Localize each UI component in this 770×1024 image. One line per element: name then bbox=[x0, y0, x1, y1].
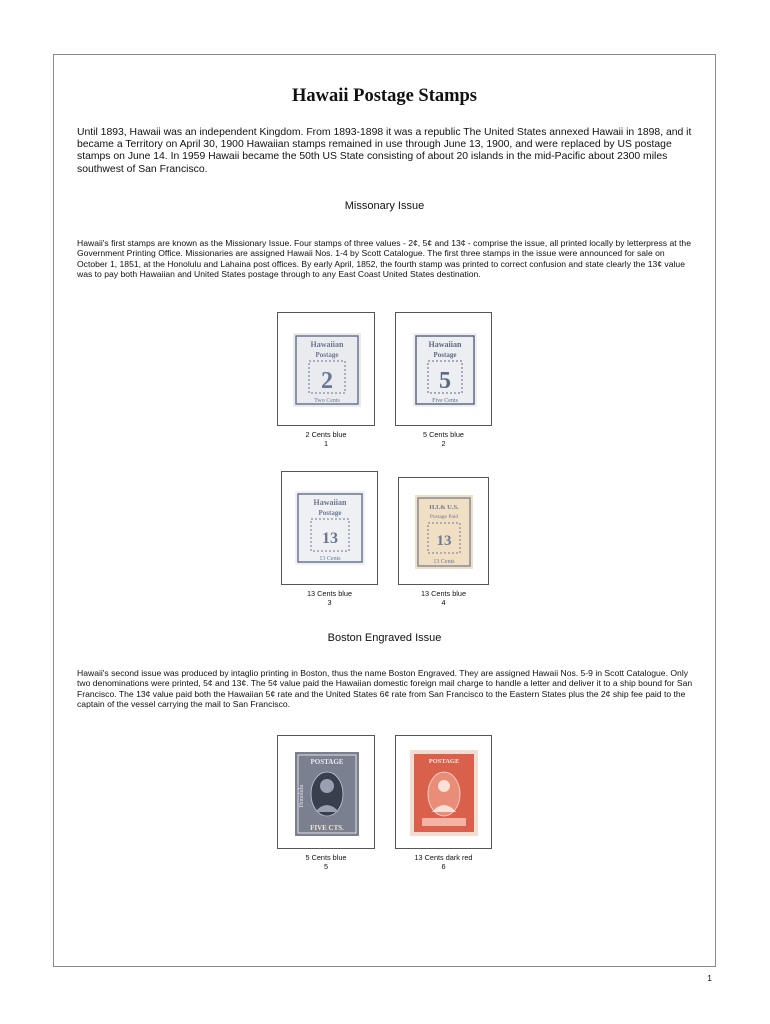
stamp-caption bbox=[395, 430, 492, 448]
section-text-boston: Hawaii's second issue was produced by intaglio printing in Boston, thus the name Boston Engraved. They are assigned Hawaii Nos. 5-9 in Scott Catalogue. Only two denominations were printed, 5¢ and 13¢. The 5¢ value paid the Hawaiian domestic foreign mail charge to handle a letter and deliver it to a ship bound for San Francisco. The 13¢ value paid both the Hawaiian 5¢ rate and the United States 6¢ rate from San Francisco to the Eastern States plus the 2¢ ship fee paid to the captain of the vessel carrying the mail to San Francisco. bbox=[77, 668, 693, 709]
stamp-caption-title: 5 Cents blue bbox=[423, 430, 464, 439]
stamp-mid-text: Postage Paid bbox=[429, 514, 459, 520]
stamp-mid-text: Postage bbox=[318, 509, 342, 517]
stamp-value: 13 bbox=[322, 530, 338, 547]
stamp-caption bbox=[277, 853, 375, 871]
section-heading-missionary: Missonary Issue bbox=[344, 200, 425, 212]
stamp-frame bbox=[398, 477, 489, 585]
stamp-image-5-cents-boston bbox=[295, 752, 359, 836]
stamp-caption-number: 5 bbox=[323, 862, 329, 871]
section-heading-boston: Boston Engraved Issue bbox=[327, 632, 442, 644]
stamp-image-5-cents bbox=[413, 333, 477, 407]
stamp-frame bbox=[277, 735, 375, 849]
stamp-caption-number: 6 bbox=[441, 862, 446, 871]
stamp-value: 13 bbox=[436, 533, 452, 549]
section-text-missionary: Hawaii's first stamps are known as the Missionary Issue. Four stamps of three values - 2¢, 5¢ and 13¢ - comprise the issue, all printed locally by letterpress at the Government Printing Office. Missionaries are assigned Hawaii Nos. 1-4 by Scott Catalogue. The first three stamps in the issue were announced for sale on October 1, 1851, at the Honolulu and Lahaina post offices. By early April, 1852, the fourth stamp was printed to correct confusion and state clearly the 13¢ value was to pay both Hawaiian and United States postage through to any East Coast United States destination. bbox=[77, 238, 691, 279]
stamp-caption bbox=[396, 589, 491, 607]
stamp-bottom-text: 13 Cents bbox=[433, 559, 455, 565]
stamp-caption-title: 13 Cents dark red bbox=[414, 853, 473, 862]
stamp-bottom-text: Two Cents bbox=[314, 398, 340, 404]
stamp-value: 5 bbox=[439, 368, 451, 394]
stamp-mid-text: Honolulu bbox=[299, 784, 305, 808]
page-frame bbox=[53, 54, 716, 967]
stamp-caption-number: 1 bbox=[323, 439, 329, 448]
stamp-top-text: POSTAGE bbox=[428, 758, 460, 765]
stamp-top-text: POSTAGE bbox=[310, 758, 344, 766]
page-title: Hawaii Postage Stamps bbox=[292, 86, 477, 106]
intro-paragraph: Until 1893, Hawaii was an independent Kingdom. From 1893-1898 it was a republic The United States annexed Hawaii in 1898, and it became a Territory on April 30, 1900 Hawaiian stamps remained in use through June 13, 1900, and were replaced by US postage stamps on June 14. In 1959 Hawaii became the 50th US State consisting of about 20 islands in the mid-Pacific about 2300 miles southwest of San Francisco. bbox=[77, 127, 692, 175]
stamp-mid-text: Postage bbox=[315, 351, 339, 359]
stamp-frame bbox=[277, 312, 375, 426]
stamp-top-text: Hawaiian bbox=[428, 340, 462, 349]
stamp-image-2-cents bbox=[293, 333, 361, 407]
stamp-bottom-text: Five Cents bbox=[432, 398, 458, 404]
stamp-caption-number: 3 bbox=[327, 598, 332, 607]
stamp-caption-title: 13 Cents blue bbox=[420, 589, 467, 598]
stamp-caption-title: 13 Cents blue bbox=[306, 589, 353, 598]
stamp-value: 2 bbox=[321, 368, 333, 394]
stamp-frame bbox=[281, 471, 378, 585]
stamp-frame bbox=[395, 735, 492, 849]
page-number: 1 bbox=[707, 973, 712, 983]
stamp-top-text: H.I.& U.S. bbox=[429, 504, 459, 511]
stamp-caption bbox=[277, 430, 375, 448]
stamp-image-13-cents-us bbox=[415, 495, 473, 569]
stamp-caption bbox=[281, 589, 378, 607]
stamp-bottom-text: FIVE CTS. bbox=[310, 824, 344, 832]
stamp-caption-number: 2 bbox=[441, 439, 446, 448]
stamp-top-text: Hawaiian bbox=[313, 498, 347, 507]
stamp-mid-text: Postage bbox=[433, 351, 457, 359]
stamp-caption-number: 4 bbox=[441, 598, 446, 607]
stamp-bottom-text: 13 Cents bbox=[319, 556, 341, 562]
stamp-caption-title: 5 Cents blue bbox=[305, 853, 347, 862]
stamp-frame bbox=[395, 312, 492, 426]
stamp-image-13-cents bbox=[295, 491, 365, 565]
stamp-caption bbox=[395, 853, 492, 871]
stamp-caption-title: 2 Cents blue bbox=[305, 430, 347, 439]
stamp-top-text: Hawaiian bbox=[310, 340, 344, 349]
stamp-image-13-cents-boston bbox=[410, 750, 478, 836]
